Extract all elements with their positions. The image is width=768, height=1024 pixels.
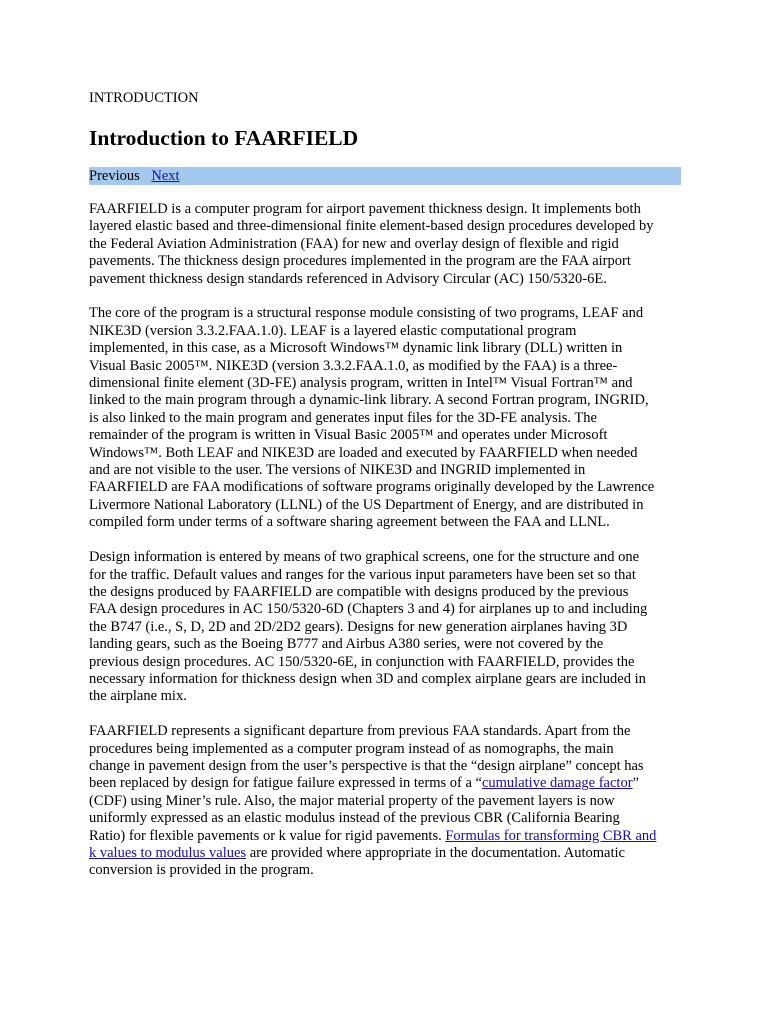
text-line: pavement thickness design standards referenced in Advisory Circular (AC) 150/5320-6E. [89, 270, 607, 287]
text-line: FAARFIELD are FAA modifications of software programs originally developed by the Lawrence [89, 479, 655, 496]
text-segment: are provided where appropriate in the documentation. Automatic [246, 844, 625, 861]
text-line: Design information is entered by means of two graphical screens, one for the structure and one [89, 549, 640, 566]
text-line: the B747 (i.e., S, D, 2D and 2D/2D2 gears). Designs for new generation airplanes having 3D [89, 618, 628, 635]
text-line: (CDF) using Miner’s rule. Also, the major material property of the pavement layers is now [89, 792, 615, 809]
paragraph-3 [89, 549, 681, 706]
text-line: compiled form under terms of a software sharing agreement between the FAA and LLNL. [89, 514, 610, 531]
text-line: previous design procedures. AC 150/5320-6E, in conjunction with FAARFIELD, provides the [89, 653, 635, 670]
page-title: Introduction to FAARFIELD [89, 126, 359, 150]
text-line: FAARFIELD is a computer program for airport pavement thickness design. It implements both [89, 201, 641, 217]
text-line: the designs produced by FAARFIELD are compatible with designs produced by the previous [89, 583, 629, 600]
previous-label: Previous [89, 168, 140, 184]
text-line: for the traffic. Default values and ranges for the various input parameters have been set so that [89, 566, 636, 583]
text-line-with-link [89, 845, 681, 862]
text-segment: ” [632, 775, 639, 792]
cumulative-damage-factor-link[interactable]: cumulative damage factor [481, 775, 633, 792]
text-line: pavements. The thickness design procedures implemented in the program are the FAA airport [89, 253, 631, 270]
text-line: conversion is provided in the program. [89, 862, 314, 879]
text-line-with-link [89, 828, 681, 845]
text-line: Windows™. Both LEAF and NIKE3D are loaded and executed by FAARFIELD when needed [89, 444, 638, 461]
text-line: is also linked to the main program and generates input files for the 3D-FE analysis. The [89, 409, 597, 426]
text-line: Livermore National Laboratory (LLNL) of the US Department of Energy, and are distributed in [89, 496, 644, 513]
text-line: landing gears, such as the Boeing B777 and Airbus A380 series, were not covered by the [89, 636, 604, 653]
paragraph-1 [89, 201, 681, 288]
paragraph-2 [89, 305, 681, 531]
next-link[interactable]: Next [151, 168, 180, 184]
text-segment: been replaced by design for fatigue failure expressed in terms of a “ [89, 775, 482, 792]
text-line: procedures being implemented as a computer program instead of as nomographs, the main [89, 740, 614, 757]
text-line: and are not visible to the user. The versions of NIKE3D and INGRID implemented in [89, 462, 586, 479]
text-line: The core of the program is a structural response module consisting of two programs, LEAF and [89, 305, 644, 322]
text-line: layered elastic based and three-dimensional finite element-based design procedures developed by [89, 218, 654, 235]
text-line: remainder of the program is written in Visual Basic 2005™ and operates under Microsoft [89, 427, 608, 444]
text-line: NIKE3D (version 3.3.2.FAA.1.0). LEAF is a layered elastic computational program [89, 322, 577, 339]
text-line: change in pavement design from the user’s perspective is that the “design airplane” concept has [89, 757, 644, 774]
text-line: FAA design procedures in AC 150/5320-6D (Chapters 3 and 4) for airplanes up to and including [89, 601, 648, 618]
text-line: the Federal Aviation Administration (FAA) for new and overlay design of flexible and rigid [89, 235, 619, 252]
paragraph-4 [89, 723, 681, 880]
body-text [89, 201, 681, 897]
text-line: Visual Basic 2005™. NIKE3D (version 3.3.2.FAA.1.0, as modified by the FAA) is a three- [89, 357, 618, 374]
text-line: implemented, in this case, as a Microsoft Windows™ dynamic link library (DLL) written in [89, 340, 623, 357]
section-label: INTRODUCTION [89, 90, 199, 106]
navigation-bar [89, 167, 681, 185]
formulas-link[interactable]: Formulas for transforming CBR and [445, 827, 657, 844]
text-line: FAARFIELD represents a significant departure from previous FAA standards. Apart from the [89, 723, 631, 740]
text-segment: Ratio) for flexible pavements or k value for rigid pavements. [89, 827, 446, 844]
formulas-link-continued[interactable]: k values to modulus values [89, 844, 247, 861]
text-line: necessary information for thickness design when 3D and complex airplane gears are included in [89, 670, 646, 687]
text-line: dimensional finite element (3D-FE) analysis program, written in Intel™ Visual Fortran™ and [89, 375, 633, 392]
text-line-with-link [89, 775, 681, 792]
text-line: the airplane mix. [89, 688, 187, 705]
text-line: uniformly expressed as an elastic modulus instead of the previous CBR (California Bearing [89, 810, 620, 827]
text-line: linked to the main program through a dynamic-link library. A second Fortran program, INGRID, [89, 392, 649, 409]
